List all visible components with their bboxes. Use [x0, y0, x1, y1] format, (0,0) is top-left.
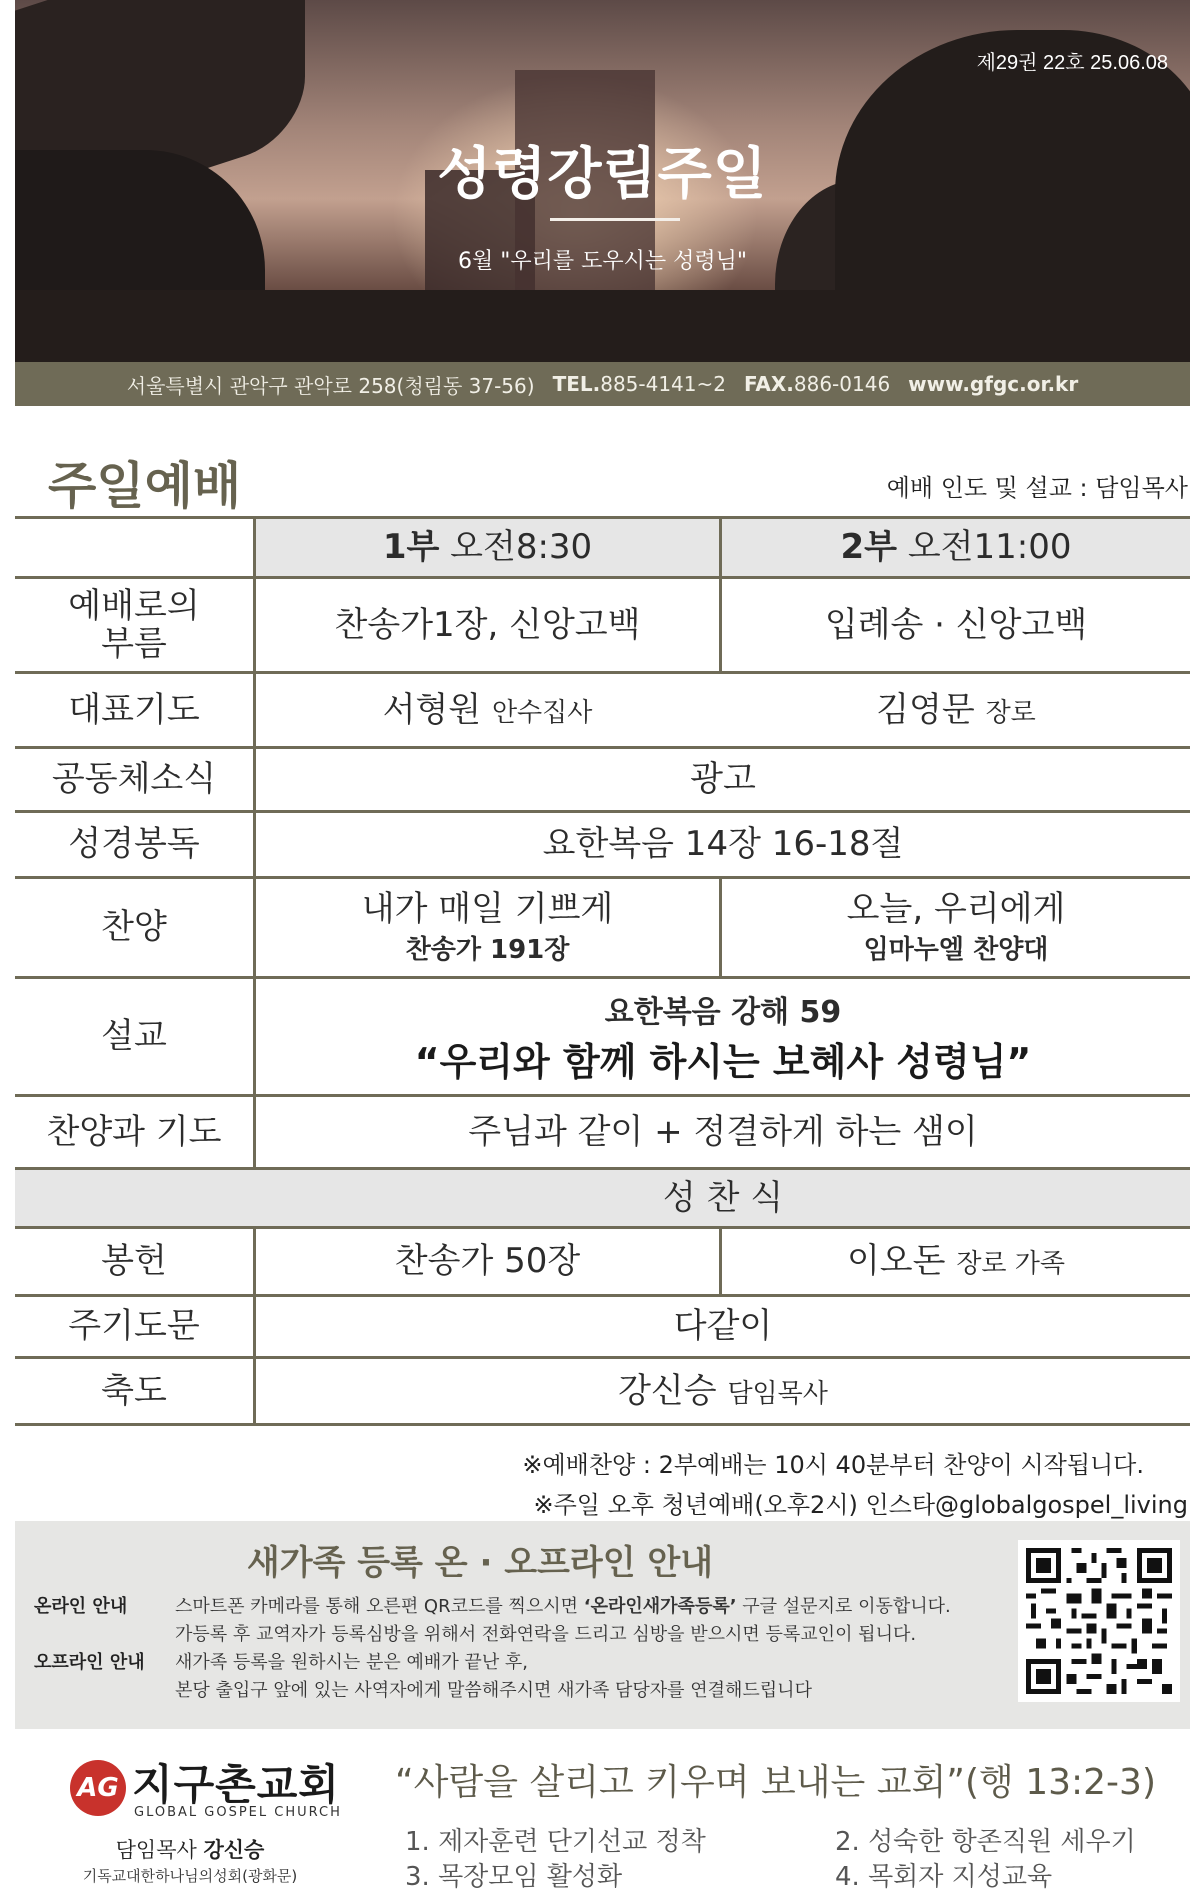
church-logo-icon: AG — [70, 1760, 126, 1816]
goal-item-4: 4. 목회자 지성교육 — [835, 1862, 1053, 1892]
senior-pastor: 담임목사 강신승 — [115, 1838, 265, 1862]
call-service-2: 입례송 · 신앙고백 — [824, 604, 1088, 645]
qr-code-graphic — [1026, 1548, 1172, 1694]
church-address: 서울특별시 관악구 관악로 258(청림동 37-56) — [126, 373, 535, 398]
row-label-song-prayer: 찬양과 기도 — [46, 1111, 222, 1152]
offline-guide-line-1: 새가족 등록을 원하시는 분은 예배가 끝난 후, — [175, 1652, 529, 1673]
header-banner — [15, 0, 1190, 362]
call-service-1: 찬송가1장, 신앙고백 — [334, 604, 641, 645]
sermon-series: 요한복음 강해 59 — [604, 995, 842, 1030]
offering-service-2: 이오돈 장로 가족 — [846, 1241, 1066, 1282]
church-motto: “사람을 살리고 키우며 보내는 교회”(행 13:2-3) — [395, 1762, 1156, 1803]
lords-prayer-value: 다같이 — [673, 1306, 773, 1347]
offline-guide-line-2: 본당 출입구 앞에 있는 사역자에게 말씀해주시면 새가족 담당자를 연결해드립니다 — [175, 1680, 812, 1701]
page-subtitle: 6월 "우리를 도우시는 성령님" — [458, 249, 747, 274]
row-label-benediction: 축도 — [101, 1370, 167, 1411]
row-label-praise: 찬양 — [101, 907, 167, 948]
sermon-title: “우리와 함께 하시는 보혜사 성령님” — [414, 1040, 1032, 1084]
table-rule — [15, 1423, 1190, 1426]
title-divider — [550, 218, 680, 221]
prayer-service-1: 서형원 안수집사 — [382, 689, 593, 730]
prayer-service-2: 김영문 장로 — [876, 689, 1036, 730]
registration-title: 새가족 등록 온 · 오프라인 안내 — [246, 1543, 714, 1583]
praise-service-1: 내가 매일 기쁘게 찬송가 191장 — [361, 888, 614, 966]
qr-code-icon[interactable] — [1018, 1540, 1180, 1702]
row-label-community-news: 공동체소식 — [51, 759, 217, 800]
row-label-offering: 봉헌 — [101, 1241, 167, 1282]
row-label-prayer: 대표기도 — [68, 689, 200, 730]
service-2-header: 2부 오전11:00 — [840, 527, 1072, 568]
youth-service-note: ※주일 오후 청년예배(오후2시) 인스타@globalgospel_living — [533, 1491, 1188, 1519]
banner-ground-shape — [15, 290, 1190, 362]
row-label-scripture: 성경봉독 — [68, 824, 200, 865]
row-label-call-to-worship: 예배로의 부름 — [68, 585, 200, 664]
offline-guide-label: 오프라인 안내 — [34, 1652, 145, 1673]
service-title: 주일예배 — [48, 457, 242, 515]
church-fax: FAX.886-0146 — [744, 372, 891, 396]
community-news-value: 광고 — [690, 759, 756, 800]
online-guide-label: 온라인 안내 — [34, 1596, 128, 1617]
offering-service-1: 찬송가 50장 — [394, 1241, 581, 1282]
church-website-link[interactable]: www.gfgc.or.kr — [908, 372, 1079, 396]
online-guide-line-2: 가등록 후 교역자가 등록심방을 위해서 전화연락을 드리고 심방을 받으시면 등록교인이 됩니다. — [175, 1624, 917, 1645]
service-1-header: 1부 오전8:30 — [382, 527, 593, 568]
church-info-bar — [15, 362, 1190, 406]
church-phone: TEL.885-4141~2 — [552, 372, 726, 396]
goal-item-3: 3. 목장모임 활성화 — [405, 1862, 623, 1892]
church-name: 지구촌교회 — [132, 1760, 340, 1809]
worship-praise-note: ※예배찬양 : 2부예배는 10시 40분부터 찬양이 시작됩니다. — [522, 1451, 1144, 1479]
denomination: 기독교대한하나님의성회(광화문) — [82, 1867, 298, 1885]
online-guide-line-1: 스마트폰 카메라를 통해 오른편 QR코드를 찍으시면 ‘온라인새가족등록’ 구글 설문지로 이동합니다. — [175, 1596, 951, 1617]
issue-number: 제29권 22호 25.06.08 — [976, 52, 1168, 74]
sermon-value — [256, 979, 1190, 1094]
benediction-value: 강신승 담임목사 — [618, 1370, 828, 1411]
service-leader: 예배 인도 및 설교 : 담임목사 — [886, 474, 1188, 502]
page-title: 성령강림주일 — [437, 142, 768, 207]
row-label-sermon: 설교 — [101, 1016, 167, 1057]
row-label-lords-prayer: 주기도문 — [68, 1306, 200, 1347]
goal-item-2: 2. 성숙한 항존직원 세우기 — [835, 1827, 1136, 1857]
scripture-value: 요한복음 14장 16-18절 — [542, 824, 904, 865]
goal-item-1: 1. 제자훈련 단기선교 정착 — [405, 1827, 706, 1857]
song-prayer-value: 주님과 같이 + 정결하게 하는 샘이 — [468, 1111, 978, 1152]
praise-service-2: 오늘, 우리에게 임마누엘 찬양대 — [846, 888, 1066, 966]
church-name-english: GLOBAL GOSPEL CHURCH — [134, 1805, 342, 1820]
communion-label: 성 찬 식 — [662, 1177, 784, 1218]
